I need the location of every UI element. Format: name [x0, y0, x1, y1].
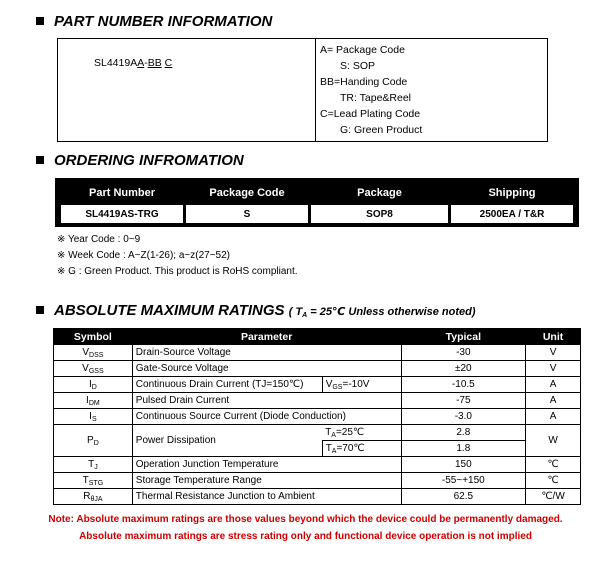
part-number-box [57, 38, 548, 142]
symbol-cell: $V_{GSS}$ [54, 361, 133, 377]
part-number-code: SL4419AA-BB C [94, 57, 173, 69]
unit-cell: ℃ [526, 473, 581, 489]
parameter-cell: Continuous Drain Current (TJ=150℃) [132, 377, 322, 393]
symbol-cell: $T_{STG}$ [54, 473, 133, 489]
value-cell: 2.8 [401, 425, 526, 441]
parameter-cell: Drain-Source Voltage [132, 345, 401, 361]
unit-cell: A [526, 393, 581, 409]
symbol-cell: $I_S$ [54, 409, 133, 425]
ordering-table [55, 178, 579, 227]
table-row [54, 393, 581, 409]
warning-note-line-1: Note: Absolute maximum ratings are those values beyond which the device could be permanently damaged. [48, 514, 563, 525]
header-typical: Typical [401, 329, 526, 345]
part-number-legend [320, 42, 422, 138]
note-line: ※ G : Green Product. This product is RoHS compliant. [57, 266, 298, 277]
legend-line: S: SOP [340, 60, 376, 72]
parameter-cell: Continuous Source Current (Diode Conduction) [132, 409, 401, 425]
header-symbol: Symbol [54, 329, 133, 345]
value-cell: 150 [401, 457, 526, 473]
ordering-cell: 2500EA / T&R [451, 205, 573, 223]
parameter-cell: Power Dissipation [132, 425, 322, 457]
symbol-cell: $I_{DM}$ [54, 393, 133, 409]
warning-note-line-2: Absolute maximum ratings are stress rating only and functional device operation is not implied [79, 531, 532, 542]
section-heading-abs-max: ABSOLUTE MAXIMUM RATINGS ( $T_A$ = 25℃ Unless otherwise noted) [36, 302, 476, 319]
value-cell: 1.8 [401, 441, 526, 457]
section-heading-ordering: ORDERING INFROMATION [36, 152, 244, 169]
legend-line: TR: Tape&Reel [340, 92, 412, 104]
table-header-row [54, 329, 581, 345]
symbol-cell: $R_{\theta JA}$ [54, 489, 133, 505]
table-row [54, 425, 581, 441]
parameter-cell: Storage Temperature Range [132, 473, 401, 489]
parameter-cell: Gate-Source Voltage [132, 361, 401, 377]
table-row [54, 457, 581, 473]
condition-cell: $T_A=25℃$ [322, 425, 401, 441]
ordering-header: Package [311, 183, 448, 203]
table-row [54, 409, 581, 425]
table-row [54, 473, 581, 489]
value-cell: -55~+150 [401, 473, 526, 489]
unit-cell: A [526, 377, 581, 393]
note-line: ※ Week Code : A~Z(1-26); a~z(27~52) [57, 250, 231, 261]
ordering-cell: SOP8 [311, 205, 448, 223]
legend-line: G: Green Product [340, 124, 423, 136]
unit-cell: ℃/W [526, 489, 581, 505]
table-row [54, 345, 581, 361]
unit-cell: V [526, 345, 581, 361]
condition-cell: $T_A=70℃$ [322, 441, 401, 457]
parameter-cell: Operation Junction Temperature [132, 457, 401, 473]
unit-cell: A [526, 409, 581, 425]
square-bullet-icon [36, 306, 44, 314]
table-row [54, 489, 581, 505]
value-cell: -30 [401, 345, 526, 361]
part-number-code-cell [58, 39, 316, 141]
value-cell: -10.5 [401, 377, 526, 393]
legend-line: BB=Handing Code [320, 76, 408, 88]
ordering-header: Shipping [451, 183, 573, 203]
note-line: ※ Year Code : 0~9 [57, 234, 141, 245]
value-cell: 62.5 [401, 489, 526, 505]
section-heading-part-number: PART NUMBER INFORMATION [36, 13, 272, 30]
value-cell: -3.0 [401, 409, 526, 425]
legend-line: A= Package Code [320, 44, 405, 56]
ordering-header: Part Number [61, 183, 183, 203]
header-unit: Unit [526, 329, 581, 345]
table-row [54, 377, 581, 393]
value-cell: -75 [401, 393, 526, 409]
unit-cell: ℃ [526, 457, 581, 473]
symbol-cell: $P_D$ [54, 425, 133, 457]
unit-cell: V [526, 361, 581, 377]
ordering-cell: S [186, 205, 308, 223]
parameter-cell: Pulsed Drain Current [132, 393, 401, 409]
ordering-notes [57, 232, 298, 280]
symbol-cell: $V_{DSS}$ [54, 345, 133, 361]
unit-cell: W [526, 425, 581, 457]
symbol-cell: $T_J$ [54, 457, 133, 473]
abs-max-condition: ( $T_A$ = 25℃ Unless otherwise noted) [288, 306, 476, 319]
abs-max-table [53, 328, 581, 505]
legend-line: C=Lead Plating Code [320, 108, 421, 120]
condition-cell: $V_{GS}=-10V$ [322, 377, 401, 393]
header-parameter: Parameter [132, 329, 401, 345]
ordering-cell: SL4419AS-TRG [61, 205, 183, 223]
table-row [54, 361, 581, 377]
square-bullet-icon [36, 17, 44, 25]
value-cell: ±20 [401, 361, 526, 377]
parameter-cell: Thermal Resistance Junction to Ambient [132, 489, 401, 505]
square-bullet-icon [36, 156, 44, 164]
symbol-cell: $I_D$ [54, 377, 133, 393]
ordering-header: Package Code [186, 183, 308, 203]
